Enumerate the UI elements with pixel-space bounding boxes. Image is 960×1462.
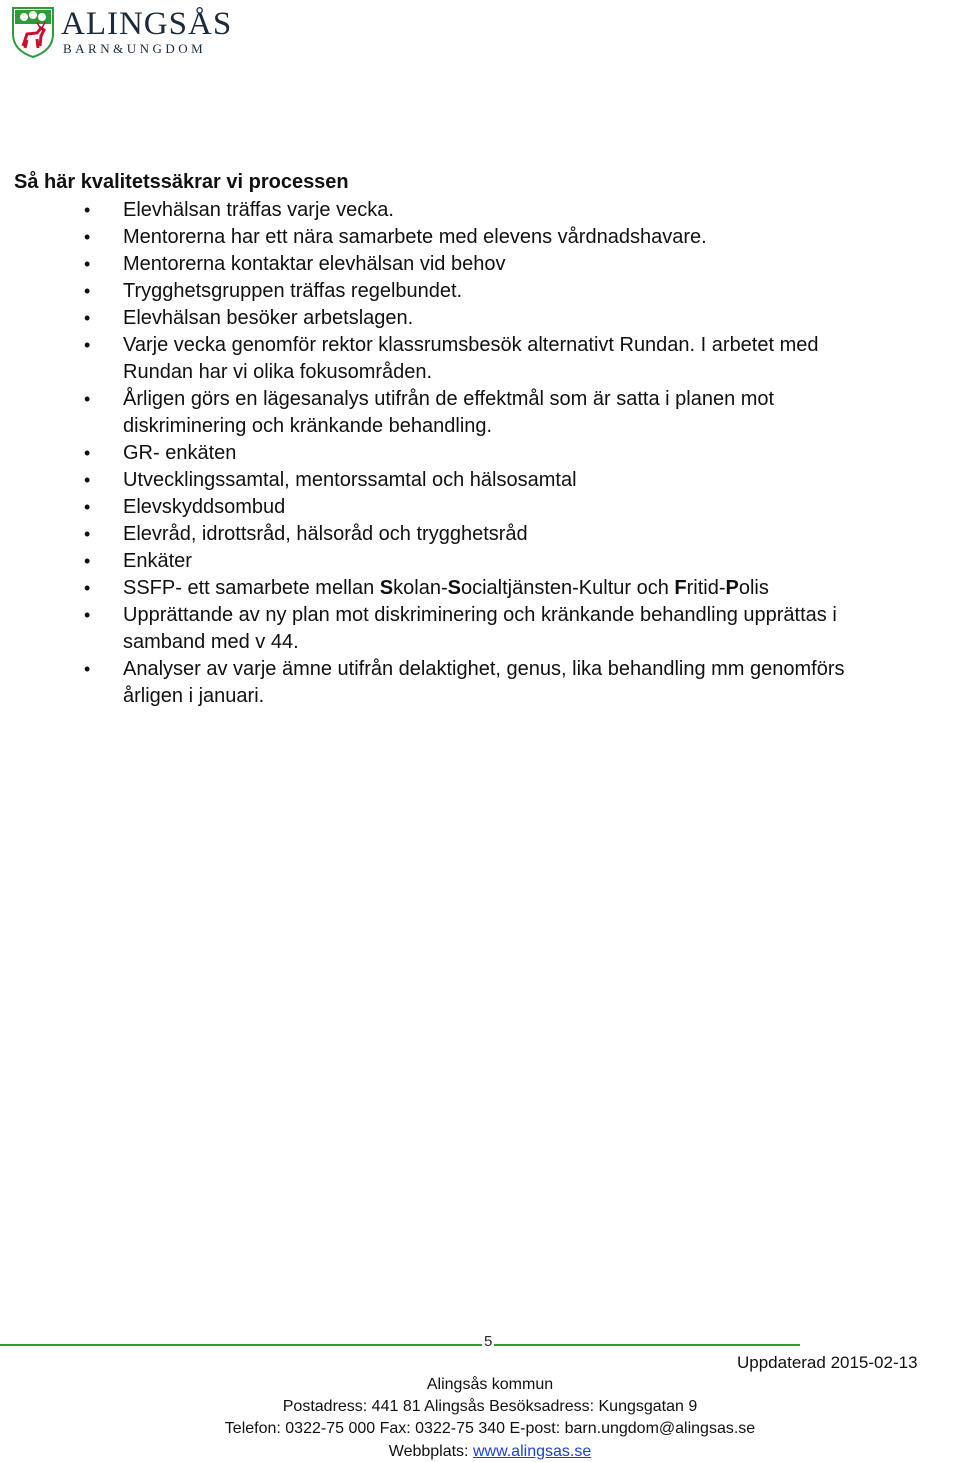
list-item xyxy=(0,386,960,440)
footer xyxy=(0,1374,960,1462)
list-item-text: diskriminering och kränkande behandling. xyxy=(123,415,493,437)
list-item xyxy=(0,575,960,602)
list-item-text: Utvecklingssamtal, mentorssamtal och hälsosamtal xyxy=(123,469,577,491)
list-item xyxy=(0,494,960,521)
bullet-icon: • xyxy=(84,659,91,679)
bullet-icon: • xyxy=(84,389,91,409)
list-item-text: kolan- xyxy=(393,577,448,599)
updated-date: Uppdaterad 2015-02-13 xyxy=(737,1353,918,1372)
website-link[interactable]: www.alingsas.se xyxy=(472,1442,592,1460)
list-item xyxy=(0,602,960,656)
list-item-text: Årligen görs en lägesanalys utifrån de effektmål som är satta i planen mot xyxy=(123,388,775,410)
list-item xyxy=(0,305,960,332)
list-item-text: SSFP- ett samarbete mellan xyxy=(123,577,380,599)
list-item-text: samband med v 44. xyxy=(123,631,299,653)
list-item-text: årligen i januari. xyxy=(123,685,265,707)
list-item-text: F xyxy=(674,577,687,599)
list-item-text: Trygghetsgruppen träffas regelbundet. xyxy=(123,280,463,302)
list-item xyxy=(0,656,960,710)
bullet-icon: • xyxy=(84,281,91,301)
logo-subtitle: BARN&UNGDOM xyxy=(63,41,207,56)
list-item xyxy=(0,224,960,251)
list-item-text: P xyxy=(725,577,739,599)
list-item xyxy=(0,332,960,386)
crest-icon xyxy=(10,6,56,58)
bullet-icon: • xyxy=(84,497,91,517)
list-item-text: S xyxy=(447,577,461,599)
list-item-text: Rundan har vi olika fokusområden. xyxy=(123,361,433,383)
list-item-text: Elevhälsan träffas varje vecka. xyxy=(123,199,394,221)
list-item xyxy=(0,521,960,548)
bullet-list xyxy=(0,197,960,710)
list-item-text: Elevskyddsombud xyxy=(123,496,286,518)
bullet-icon: • xyxy=(84,443,91,463)
list-item-text: Mentorerna kontaktar elevhälsan vid behov xyxy=(123,253,506,275)
list-item xyxy=(0,548,960,575)
bullet-icon: • xyxy=(84,470,91,490)
bullet-icon: • xyxy=(84,200,91,220)
bullet-icon: • xyxy=(84,254,91,274)
footer-web-line xyxy=(0,1441,960,1462)
bullet-icon: • xyxy=(84,308,91,328)
list-item xyxy=(0,197,960,224)
list-item-text: olis xyxy=(738,577,769,599)
list-item-text: Mentorerna har ett nära samarbete med elevens vårdnadshavare. xyxy=(123,226,707,248)
footer-contact-line xyxy=(0,1418,960,1441)
section-heading: Så här kvalitetssäkrar vi processen xyxy=(14,171,349,193)
footer-postal: Postadress: 441 81 Alingsås xyxy=(282,1397,485,1415)
list-item-text: Upprättande av ny plan mot diskriminering och kränkande behandling upprättas i xyxy=(123,604,837,626)
alingsas-logo xyxy=(10,6,240,58)
footer-visit: Besöksadress: Kungsgatan 9 xyxy=(489,1397,698,1415)
bullet-icon: • xyxy=(84,551,91,571)
list-item-text: Varje vecka genomför rektor klassrumsbesök alternativt Rundan. I arbetet med xyxy=(123,334,819,356)
page-number: 5 xyxy=(484,1333,493,1350)
list-item-text: ritid- xyxy=(686,577,726,599)
footer-org: Alingsås kommun xyxy=(426,1376,554,1393)
footer-address-line xyxy=(0,1396,960,1419)
list-item xyxy=(0,467,960,494)
logo-name: ALINGSÅS xyxy=(61,6,233,42)
footer-phone: Telefon: 0322-75 000 xyxy=(224,1420,376,1437)
list-item xyxy=(0,278,960,305)
footer-web-label: Webbplats: xyxy=(388,1442,473,1460)
bullet-icon: • xyxy=(84,227,91,247)
list-item-text: ocialtjänsten-Kultur och xyxy=(460,577,675,599)
footer-email: E-post: barn.ungdom@alingsas.se xyxy=(509,1420,756,1437)
list-item-text: Elevråd, idrottsråd, hälsoråd och trygghetsråd xyxy=(123,523,528,545)
list-item-text: Analyser av varje ämne utifrån delaktighet, genus, lika behandling mm genomförs xyxy=(123,658,845,680)
list-item xyxy=(0,440,960,467)
list-item-text: Enkäter xyxy=(123,550,192,572)
bullet-icon: • xyxy=(84,335,91,355)
list-item-text: GR- enkäten xyxy=(123,442,237,464)
bullet-icon: • xyxy=(84,605,91,625)
list-item-text: Elevhälsan besöker arbetslagen. xyxy=(123,307,414,329)
list-item-text: S xyxy=(379,577,394,599)
bullet-icon: • xyxy=(84,578,91,598)
footer-fax: Fax: 0322-75 340 xyxy=(379,1420,506,1437)
bullet-icon: • xyxy=(84,524,91,544)
list-item xyxy=(0,251,960,278)
page-divider xyxy=(0,1344,800,1346)
